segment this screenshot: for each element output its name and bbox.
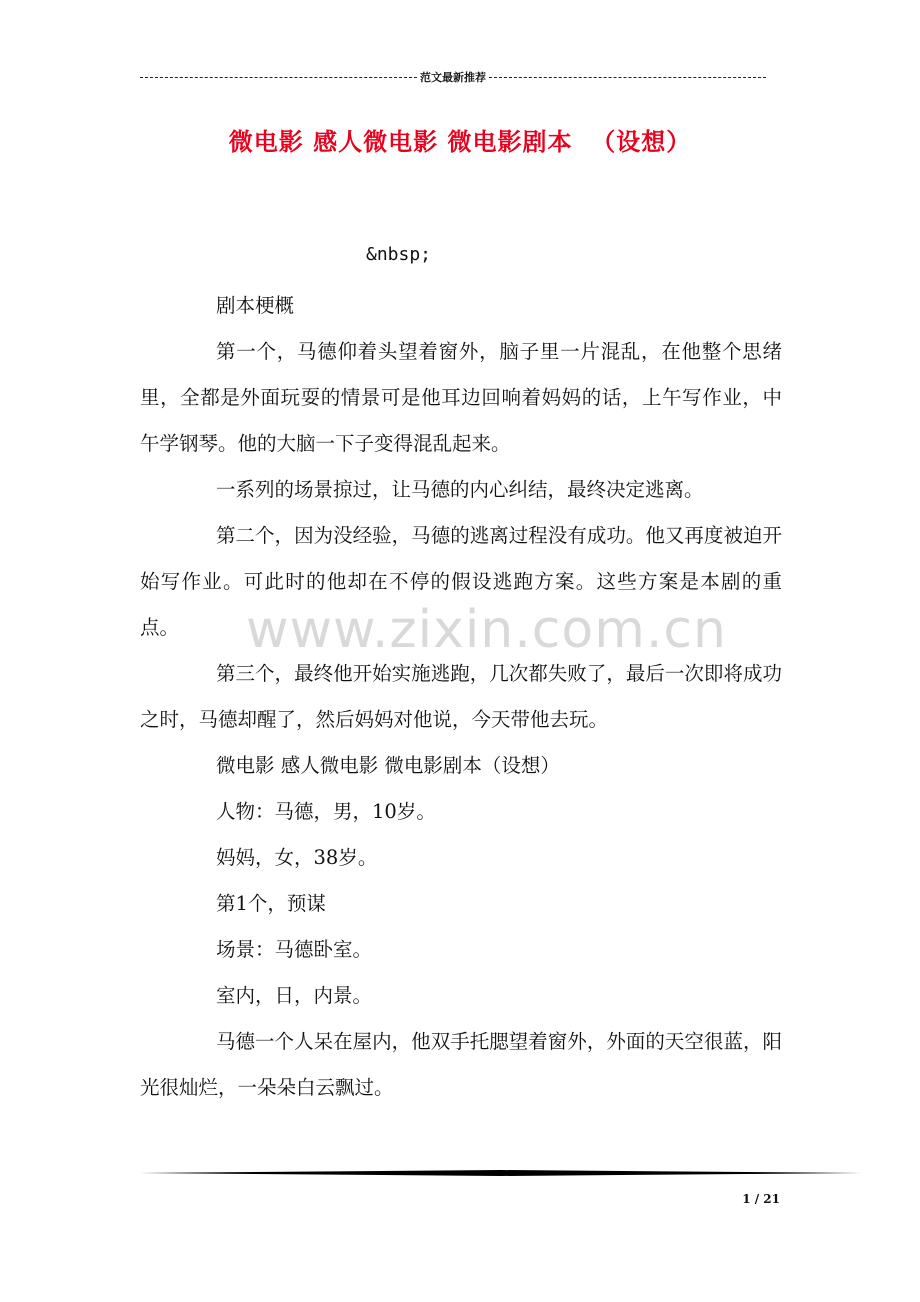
paragraph: 微电影 感人微电影 微电影剧本（设想） bbox=[216, 754, 560, 777]
header-label: 范文最新推荐 bbox=[420, 71, 486, 84]
header-dash-right bbox=[489, 77, 766, 78]
paragraph: 第二个，因为没经验，马德的逃离过程没有成功。他又再度被迫开始写作业。可此时的他却在不停的假设逃跑方案。这些方案是本剧的重点。 bbox=[140, 524, 782, 639]
paragraph: 一系列的场景掠过，让马德的内心纠结，最终决定逃离。 bbox=[216, 478, 704, 501]
header-dash-left bbox=[140, 77, 417, 78]
paragraph: 马德一个人呆在屋内，他双手托腮望着窗外，外面的天空很蓝，阳光很灿烂，一朵朵白云飘过。 bbox=[140, 1030, 782, 1099]
paragraph: 场景：马德卧室。 bbox=[216, 938, 373, 961]
watermark: www.zixin.com.cn bbox=[246, 600, 727, 660]
page-number: 1 / 21 bbox=[742, 1192, 780, 1206]
nbsp-artifact: &nbsp; bbox=[366, 244, 432, 265]
document-title: 微电影 感人微电影 微电影剧本 （设想） bbox=[228, 128, 692, 156]
paragraph: 第1个，预谋 bbox=[216, 892, 326, 915]
paragraph: 第三个，最终他开始实施逃跑，几次都失败了，最后一次即将成功之时，马德却醒了，然后妈妈对他说，今天带他去玩。 bbox=[140, 662, 782, 731]
paragraph: 室内，日，内景。 bbox=[216, 984, 373, 1007]
footer-rule bbox=[140, 1170, 862, 1176]
document-body bbox=[140, 283, 782, 1111]
page-header bbox=[140, 68, 766, 86]
paragraph: 剧本梗概 bbox=[216, 294, 295, 317]
paragraph: 妈妈，女，38岁。 bbox=[216, 846, 378, 869]
paragraph: 人物：马德，男，10岁。 bbox=[216, 800, 436, 823]
paragraph: 第一个，马德仰着头望着窗外，脑子里一片混乱，在他整个思绪里，全都是外面玩耍的情景可是他耳边回响着妈妈的话，上午写作业，中午学钢琴。他的大脑一下子变得混乱起来。 bbox=[140, 340, 782, 455]
